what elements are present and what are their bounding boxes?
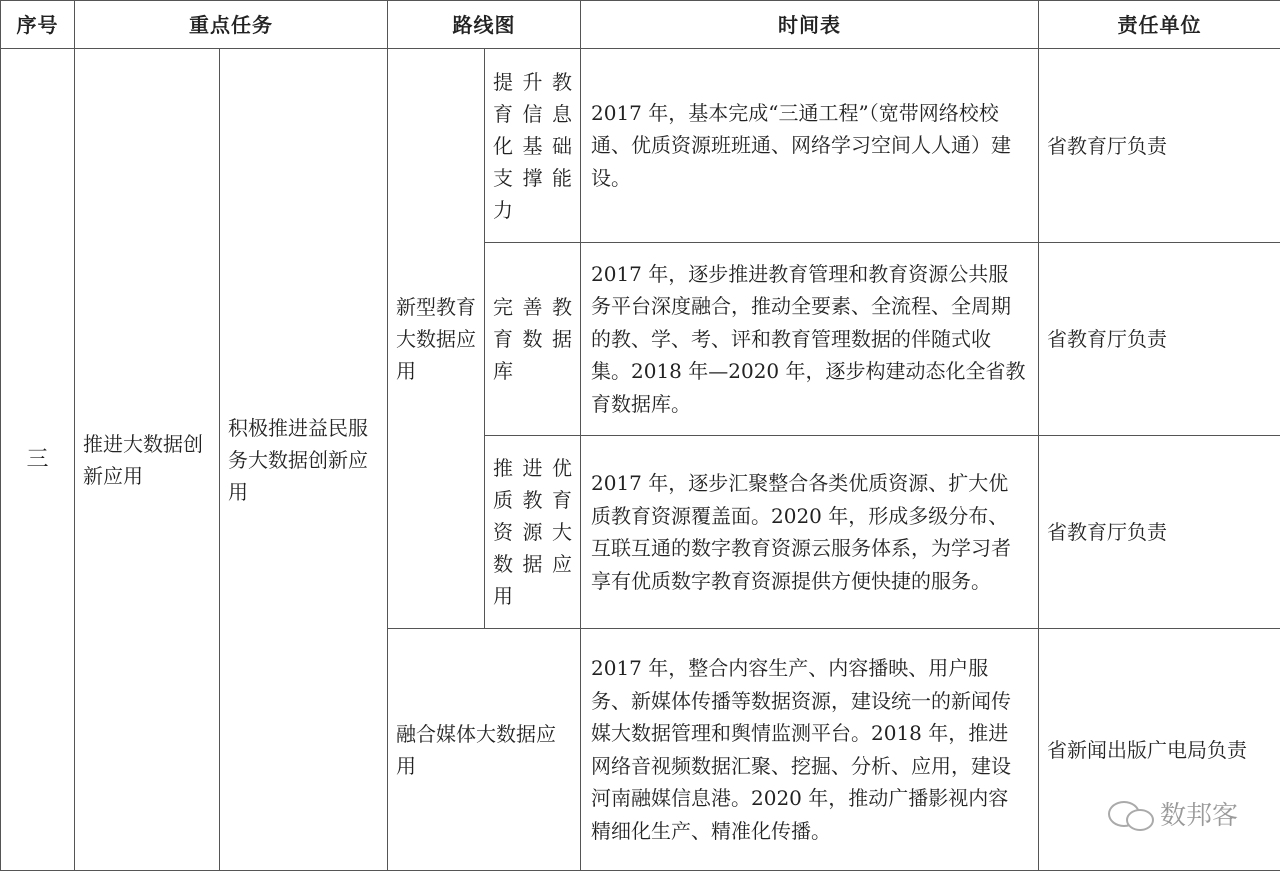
roadmap-media-cell: 融合媒体大数据应用 [388, 629, 581, 871]
schedule-cell: 2017 年，基本完成“三通工程”（宽带网络校校通、优质资源班班通、网络学习空间人人通）建设。 [581, 49, 1039, 243]
header-schedule: 时间表 [581, 1, 1039, 49]
schedule-cell: 2017 年，整合内容生产、内容播映、用户服务、新媒体传播等数据资源，建设统一的新闻传媒大数据管理和舆情监测平台。2018 年，推进网络音视频数据汇聚、挖掘、分析、应用，建设河南融媒信息港。2020 年，推动广播影视内容精细化生产、精准化传播。 [581, 629, 1039, 871]
task-sub-cell: 积极推进益民服务大数据创新应用 [220, 49, 388, 871]
header-task: 重点任务 [75, 1, 388, 49]
roadmap-item-cell: 提升教育信息化基础支撑能力 [485, 49, 581, 243]
header-seq: 序号 [1, 1, 75, 49]
unit-cell: 省教育厅负责 [1039, 243, 1280, 436]
schedule-cell: 2017 年，逐步推进教育管理和教育资源公共服务平台深度融合，推动全要素、全流程、全周期的教、学、考、评和教育管理数据的伴随式收集。2018 年—2020 年，逐步构建动态化全省教育数据库。 [581, 243, 1039, 436]
header-roadmap: 路线图 [388, 1, 581, 49]
header-row [1, 1, 1280, 49]
roadmap-item-cell: 完善教育数据库 [485, 243, 581, 436]
unit-cell: 省新闻出版广电局负责 [1039, 629, 1280, 871]
chat-bubbles-icon [1108, 797, 1154, 831]
watermark [1108, 795, 1238, 832]
schedule-cell: 2017 年，逐步汇聚整合各类优质资源、扩大优质教育资源覆盖面。2020 年，形成多级分布、互联互通的数字教育资源云服务体系，为学习者享有优质数字教育资源提供方便快捷的服务。 [581, 436, 1039, 629]
unit-cell: 省教育厅负责 [1039, 436, 1280, 629]
roadmap-group-cell: 新型教育大数据应用 [388, 49, 485, 629]
roadmap-item-cell: 推进优质教育资源大数据应用 [485, 436, 581, 629]
table-row [1, 49, 1280, 243]
seq-cell: 三 [1, 49, 75, 871]
task-main-cell: 推进大数据创新应用 [75, 49, 220, 871]
unit-cell: 省教育厅负责 [1039, 49, 1280, 243]
watermark-text: 数邦客 [1160, 795, 1238, 832]
header-unit: 责任单位 [1039, 1, 1280, 49]
